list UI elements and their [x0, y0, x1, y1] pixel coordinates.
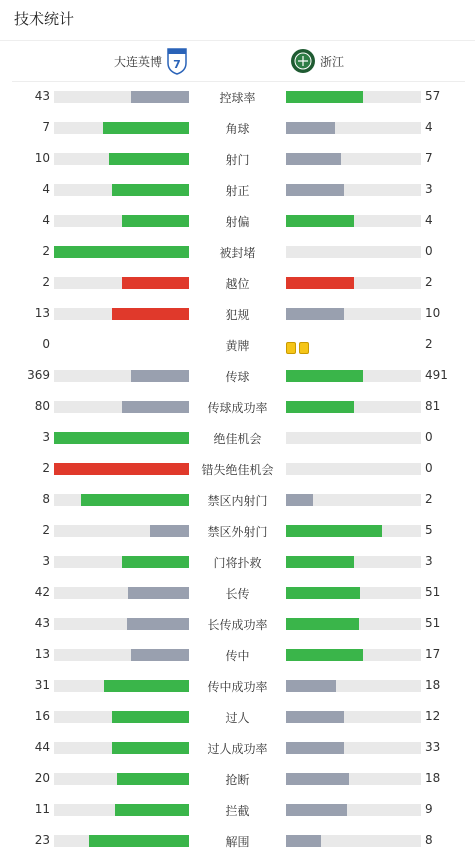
home-stat-bar — [54, 277, 189, 289]
away-stat-value: 33 — [425, 740, 441, 754]
home-stat-bar — [54, 246, 189, 258]
stat-row — [0, 764, 475, 795]
home-stat-value: 43 — [34, 89, 50, 103]
home-stat-value: 2 — [42, 461, 50, 475]
home-stat-bar — [54, 215, 189, 227]
away-stat-value: 3 — [425, 182, 433, 196]
stat-row — [0, 702, 475, 733]
home-stat-bar — [54, 184, 189, 196]
home-stat-value: 43 — [34, 616, 50, 630]
home-stat-value: 44 — [34, 740, 50, 754]
away-stat-bar-fill — [286, 680, 336, 692]
stat-label: 黄牌 — [225, 339, 250, 353]
home-stat-value: 2 — [42, 244, 50, 258]
home-stat-bar — [54, 587, 189, 599]
stat-label: 犯规 — [225, 308, 250, 322]
home-team-name[interactable]: 大连英博 — [113, 55, 162, 69]
away-stat-value: 8 — [425, 833, 433, 847]
stat-label: 过人 — [225, 711, 250, 725]
home-stat-value: 10 — [34, 151, 50, 165]
yellow-card-icon — [286, 342, 296, 354]
away-stat-bar — [286, 308, 421, 320]
stat-label: 绝佳机会 — [213, 432, 262, 446]
home-stat-bar — [54, 773, 189, 785]
home-stat-bar-fill — [54, 246, 189, 258]
home-stat-bar — [54, 618, 189, 630]
stat-row — [0, 733, 475, 764]
away-stat-bar — [286, 91, 421, 103]
home-stat-bar — [54, 525, 189, 537]
page-title: 技术统计 — [14, 10, 75, 28]
away-stat-value: 0 — [425, 244, 433, 258]
away-stat-bar-fill — [286, 804, 347, 816]
home-stat-bar-fill — [115, 804, 189, 816]
stat-label: 传球 — [225, 370, 250, 384]
away-stat-bar — [286, 680, 421, 692]
away-stat-bar — [286, 184, 421, 196]
stat-row — [0, 516, 475, 547]
away-stat-bar — [286, 649, 421, 661]
svg-text:7: 7 — [173, 58, 181, 71]
home-stat-bar-fill — [131, 370, 189, 382]
away-stat-bar-fill — [286, 835, 321, 847]
away-stat-bar — [286, 742, 421, 754]
home-stat-bar-fill — [109, 153, 189, 165]
stat-row — [0, 113, 475, 144]
home-stat-value: 13 — [34, 306, 50, 320]
away-stat-value: 7 — [425, 151, 433, 165]
home-stat-bar — [54, 401, 189, 413]
home-stat-bar-fill — [131, 91, 189, 103]
away-stat-bar-fill — [286, 773, 349, 785]
home-stat-bar-fill — [89, 835, 189, 847]
home-stat-value: 20 — [34, 771, 50, 785]
away-stat-value: 10 — [425, 306, 441, 320]
stat-row — [0, 330, 475, 361]
home-stat-value: 4 — [42, 213, 50, 227]
away-stat-bar-fill — [286, 587, 360, 599]
home-stat-bar-fill — [122, 215, 190, 227]
home-stat-bar-fill — [54, 432, 189, 444]
stat-row — [0, 82, 475, 113]
stat-label: 传中成功率 — [207, 680, 268, 694]
home-stat-bar — [54, 742, 189, 754]
away-stat-bar — [286, 525, 421, 537]
home-stat-value: 16 — [34, 709, 50, 723]
away-stat-value: 5 — [425, 523, 433, 537]
stat-label: 禁区内射门 — [207, 494, 268, 508]
away-stat-bar-fill — [286, 401, 354, 413]
home-stat-bar — [54, 556, 189, 568]
stat-row — [0, 299, 475, 330]
stat-label: 射门 — [225, 153, 250, 167]
away-stat-bar-fill — [286, 122, 335, 134]
home-stat-value: 0 — [42, 337, 50, 351]
home-stat-bar-fill — [54, 463, 189, 475]
home-stat-value: 7 — [42, 120, 50, 134]
away-stat-value: 17 — [425, 647, 441, 661]
home-stat-bar-fill — [117, 773, 189, 785]
away-stat-value: 18 — [425, 771, 441, 785]
away-stat-bar — [286, 556, 421, 568]
away-stat-bar — [286, 494, 421, 506]
stat-label: 传中 — [225, 649, 250, 663]
home-stat-bar — [54, 91, 189, 103]
home-stat-bar — [54, 370, 189, 382]
away-team-name[interactable]: 浙江 — [320, 55, 345, 69]
away-stat-bar-fill — [286, 308, 344, 320]
stat-row — [0, 578, 475, 609]
stat-label: 传球成功率 — [207, 401, 268, 415]
away-stat-bar-fill — [286, 215, 354, 227]
home-stat-bar-fill — [103, 122, 189, 134]
stat-label: 被封堵 — [219, 246, 256, 260]
away-stat-bar-fill — [286, 184, 344, 196]
home-stat-value: 4 — [42, 182, 50, 196]
home-team-logo-icon[interactable] — [166, 47, 188, 75]
away-stat-value: 4 — [425, 120, 433, 134]
stat-row — [0, 826, 475, 857]
home-stat-bar-fill — [122, 277, 190, 289]
away-stat-value: 0 — [425, 430, 433, 444]
home-stat-value: 2 — [42, 275, 50, 289]
home-stat-bar-fill — [104, 680, 189, 692]
home-stat-bar — [54, 835, 189, 847]
home-stat-bar — [54, 463, 189, 475]
home-stat-value: 13 — [34, 647, 50, 661]
away-stat-value: 51 — [425, 616, 441, 630]
home-stat-value: 11 — [34, 802, 50, 816]
home-stat-bar-fill — [81, 494, 189, 506]
stat-label: 角球 — [225, 122, 250, 136]
home-stat-bar-fill — [127, 618, 189, 630]
away-stat-bar-fill — [286, 618, 359, 630]
stat-row — [0, 671, 475, 702]
home-stat-bar-fill — [150, 525, 189, 537]
away-stat-value: 2 — [425, 337, 433, 351]
stat-row — [0, 237, 475, 268]
away-stat-value: 2 — [425, 492, 433, 506]
away-stat-bar — [286, 804, 421, 816]
stats-list — [0, 82, 475, 857]
away-stat-value: 3 — [425, 554, 433, 568]
home-stat-bar — [54, 432, 189, 444]
home-stat-bar-fill — [122, 556, 190, 568]
home-stat-bar-fill — [131, 649, 189, 661]
home-stat-bar — [54, 122, 189, 134]
stat-label: 解围 — [225, 835, 250, 849]
home-stat-value: 23 — [34, 833, 50, 847]
home-stat-bar — [54, 680, 189, 692]
stat-label: 射偏 — [225, 215, 250, 229]
stat-label: 拦截 — [225, 804, 250, 818]
away-stat-bar — [286, 122, 421, 134]
away-stat-bar-fill — [286, 370, 363, 382]
away-stat-value: 9 — [425, 802, 433, 816]
away-stat-value: 0 — [425, 461, 433, 475]
stat-row — [0, 795, 475, 826]
away-stat-bar-fill — [286, 277, 354, 289]
away-stat-bar — [286, 370, 421, 382]
home-stat-bar — [54, 494, 189, 506]
stat-row — [0, 423, 475, 454]
stat-label: 长传 — [225, 587, 250, 601]
home-stat-value: 369 — [27, 368, 50, 382]
away-stat-value: 4 — [425, 213, 433, 227]
stat-row — [0, 361, 475, 392]
away-stat-value: 12 — [425, 709, 441, 723]
away-stat-bar — [286, 835, 421, 847]
away-stat-bar — [286, 246, 421, 258]
stat-label: 控球率 — [219, 91, 256, 105]
stat-label: 门将扑救 — [213, 556, 262, 570]
stat-row — [0, 144, 475, 175]
away-stat-bar-fill — [286, 556, 354, 568]
stat-row — [0, 206, 475, 237]
away-stat-bar — [286, 618, 421, 630]
teams-header — [0, 41, 475, 81]
away-stat-bar-fill — [286, 525, 382, 537]
home-stat-value: 3 — [42, 554, 50, 568]
away-stat-bar-fill — [286, 649, 363, 661]
away-stat-bar — [286, 215, 421, 227]
away-team-logo-icon[interactable] — [290, 48, 316, 74]
home-stat-bar — [54, 649, 189, 661]
home-stat-bar — [54, 308, 189, 320]
yellow-card-icon — [299, 342, 309, 354]
home-stat-value: 42 — [34, 585, 50, 599]
away-stat-bar — [286, 153, 421, 165]
home-stat-value: 80 — [34, 399, 50, 413]
stat-row — [0, 268, 475, 299]
stat-label: 过人成功率 — [207, 742, 268, 756]
away-stat-bar-fill — [286, 711, 344, 723]
stat-label: 错失绝佳机会 — [201, 463, 274, 477]
stat-row — [0, 454, 475, 485]
stat-label: 越位 — [225, 277, 250, 291]
stat-row — [0, 392, 475, 423]
away-stat-bar — [286, 711, 421, 723]
away-stat-bar-fill — [286, 742, 344, 754]
stat-row — [0, 547, 475, 578]
stat-label: 禁区外射门 — [207, 525, 268, 539]
away-stat-bar-fill — [286, 91, 363, 103]
home-stat-bar — [54, 153, 189, 165]
home-stat-value: 3 — [42, 430, 50, 444]
away-stat-bar — [286, 277, 421, 289]
away-stat-bar — [286, 773, 421, 785]
away-stat-bar — [286, 401, 421, 413]
stat-row — [0, 175, 475, 206]
home-stat-bar-fill — [128, 587, 189, 599]
home-stat-bar-fill — [112, 742, 189, 754]
home-stat-bar-fill — [112, 184, 189, 196]
away-stat-value: 2 — [425, 275, 433, 289]
away-stat-value: 81 — [425, 399, 441, 413]
stat-row — [0, 609, 475, 640]
away-stat-bar — [286, 463, 421, 475]
away-stat-bar — [286, 587, 421, 599]
stat-label: 抢断 — [225, 773, 250, 787]
home-stat-value: 31 — [34, 678, 50, 692]
away-stat-bar — [286, 432, 421, 444]
away-stat-bar-fill — [286, 153, 341, 165]
stat-row — [0, 640, 475, 671]
away-yellow-cards — [286, 339, 312, 358]
away-stat-value: 57 — [425, 89, 441, 103]
away-stat-bar-fill — [286, 494, 313, 506]
away-stat-value: 491 — [425, 368, 448, 382]
home-stat-value: 8 — [42, 492, 50, 506]
stat-label: 长传成功率 — [207, 618, 268, 632]
stat-row — [0, 485, 475, 516]
away-stat-value: 18 — [425, 678, 441, 692]
home-stat-bar — [54, 804, 189, 816]
home-stat-bar-fill — [112, 711, 189, 723]
home-stat-bar-fill — [112, 308, 189, 320]
home-stat-bar-fill — [122, 401, 190, 413]
home-stat-value: 2 — [42, 523, 50, 537]
home-stat-bar — [54, 711, 189, 723]
away-stat-value: 51 — [425, 585, 441, 599]
stat-label: 射正 — [225, 184, 250, 198]
